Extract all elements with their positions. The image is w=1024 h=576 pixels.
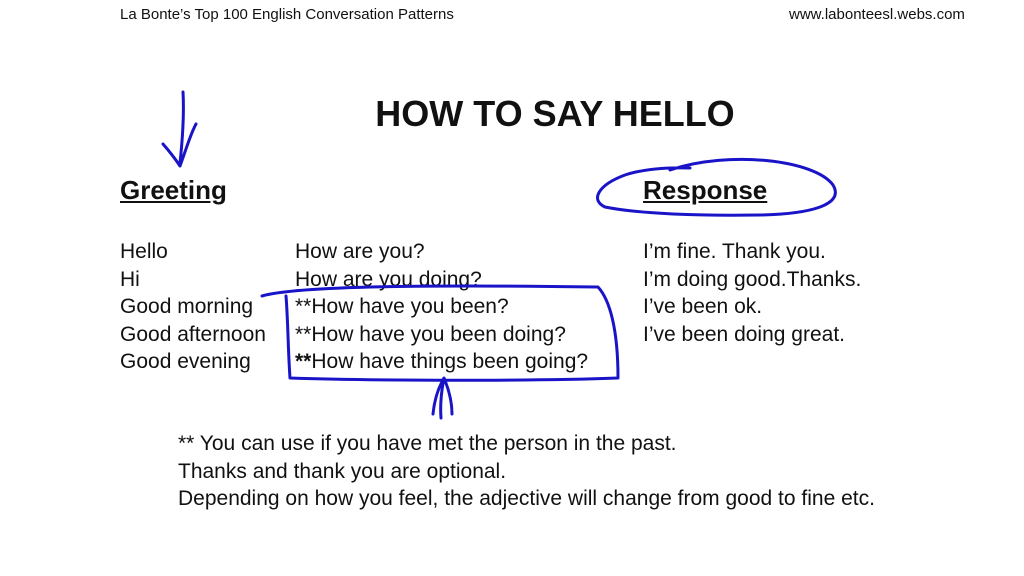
questions-list [295,238,588,376]
list-item: Good morning [120,295,254,318]
question-text: How have things been going? [311,350,589,373]
up-arrow-icon [433,378,452,418]
page-title: HOW TO SAY HELLO [375,93,735,134]
list-item: I’m doing good.Thanks. [643,267,862,291]
header-website: www.labonteesl.webs.com [789,6,965,23]
list-item [295,321,588,349]
list-item [295,293,588,321]
question-text: How have you been? [311,295,509,318]
list-item: I’m fine. Thank you. [643,240,826,263]
note-line: ** You can use if you have met the person in the past. [178,432,677,455]
list-item: I’ve been doing great. [643,322,845,346]
notes-block [178,430,875,513]
question-text: How are you doing? [295,267,482,291]
greeting-heading: Greeting [120,175,227,205]
responses-list [643,238,861,348]
question-marker: ** [295,295,312,318]
list-item: Hi [120,267,140,291]
header-series-title: La Bonte’s Top 100 English Conversation Patterns [120,6,454,23]
note-line: Depending on how you feel, the adjective will change from good to fine etc. [178,487,875,510]
question-text: How are you? [295,240,425,263]
list-item: Hello [120,240,168,263]
list-item [295,238,588,266]
list-item: I’ve been ok. [643,295,763,318]
list-item [295,348,588,376]
list-item: Good afternoon [120,322,266,346]
list-item: Good evening [120,350,251,373]
note-line: Thanks and thank you are optional. [178,459,507,483]
list-item [295,266,588,294]
greetings-list [120,238,266,376]
question-text: How have you been doing? [311,322,566,346]
question-marker: ** [295,350,312,373]
question-marker: ** [295,322,312,346]
response-heading: Response [643,175,768,205]
